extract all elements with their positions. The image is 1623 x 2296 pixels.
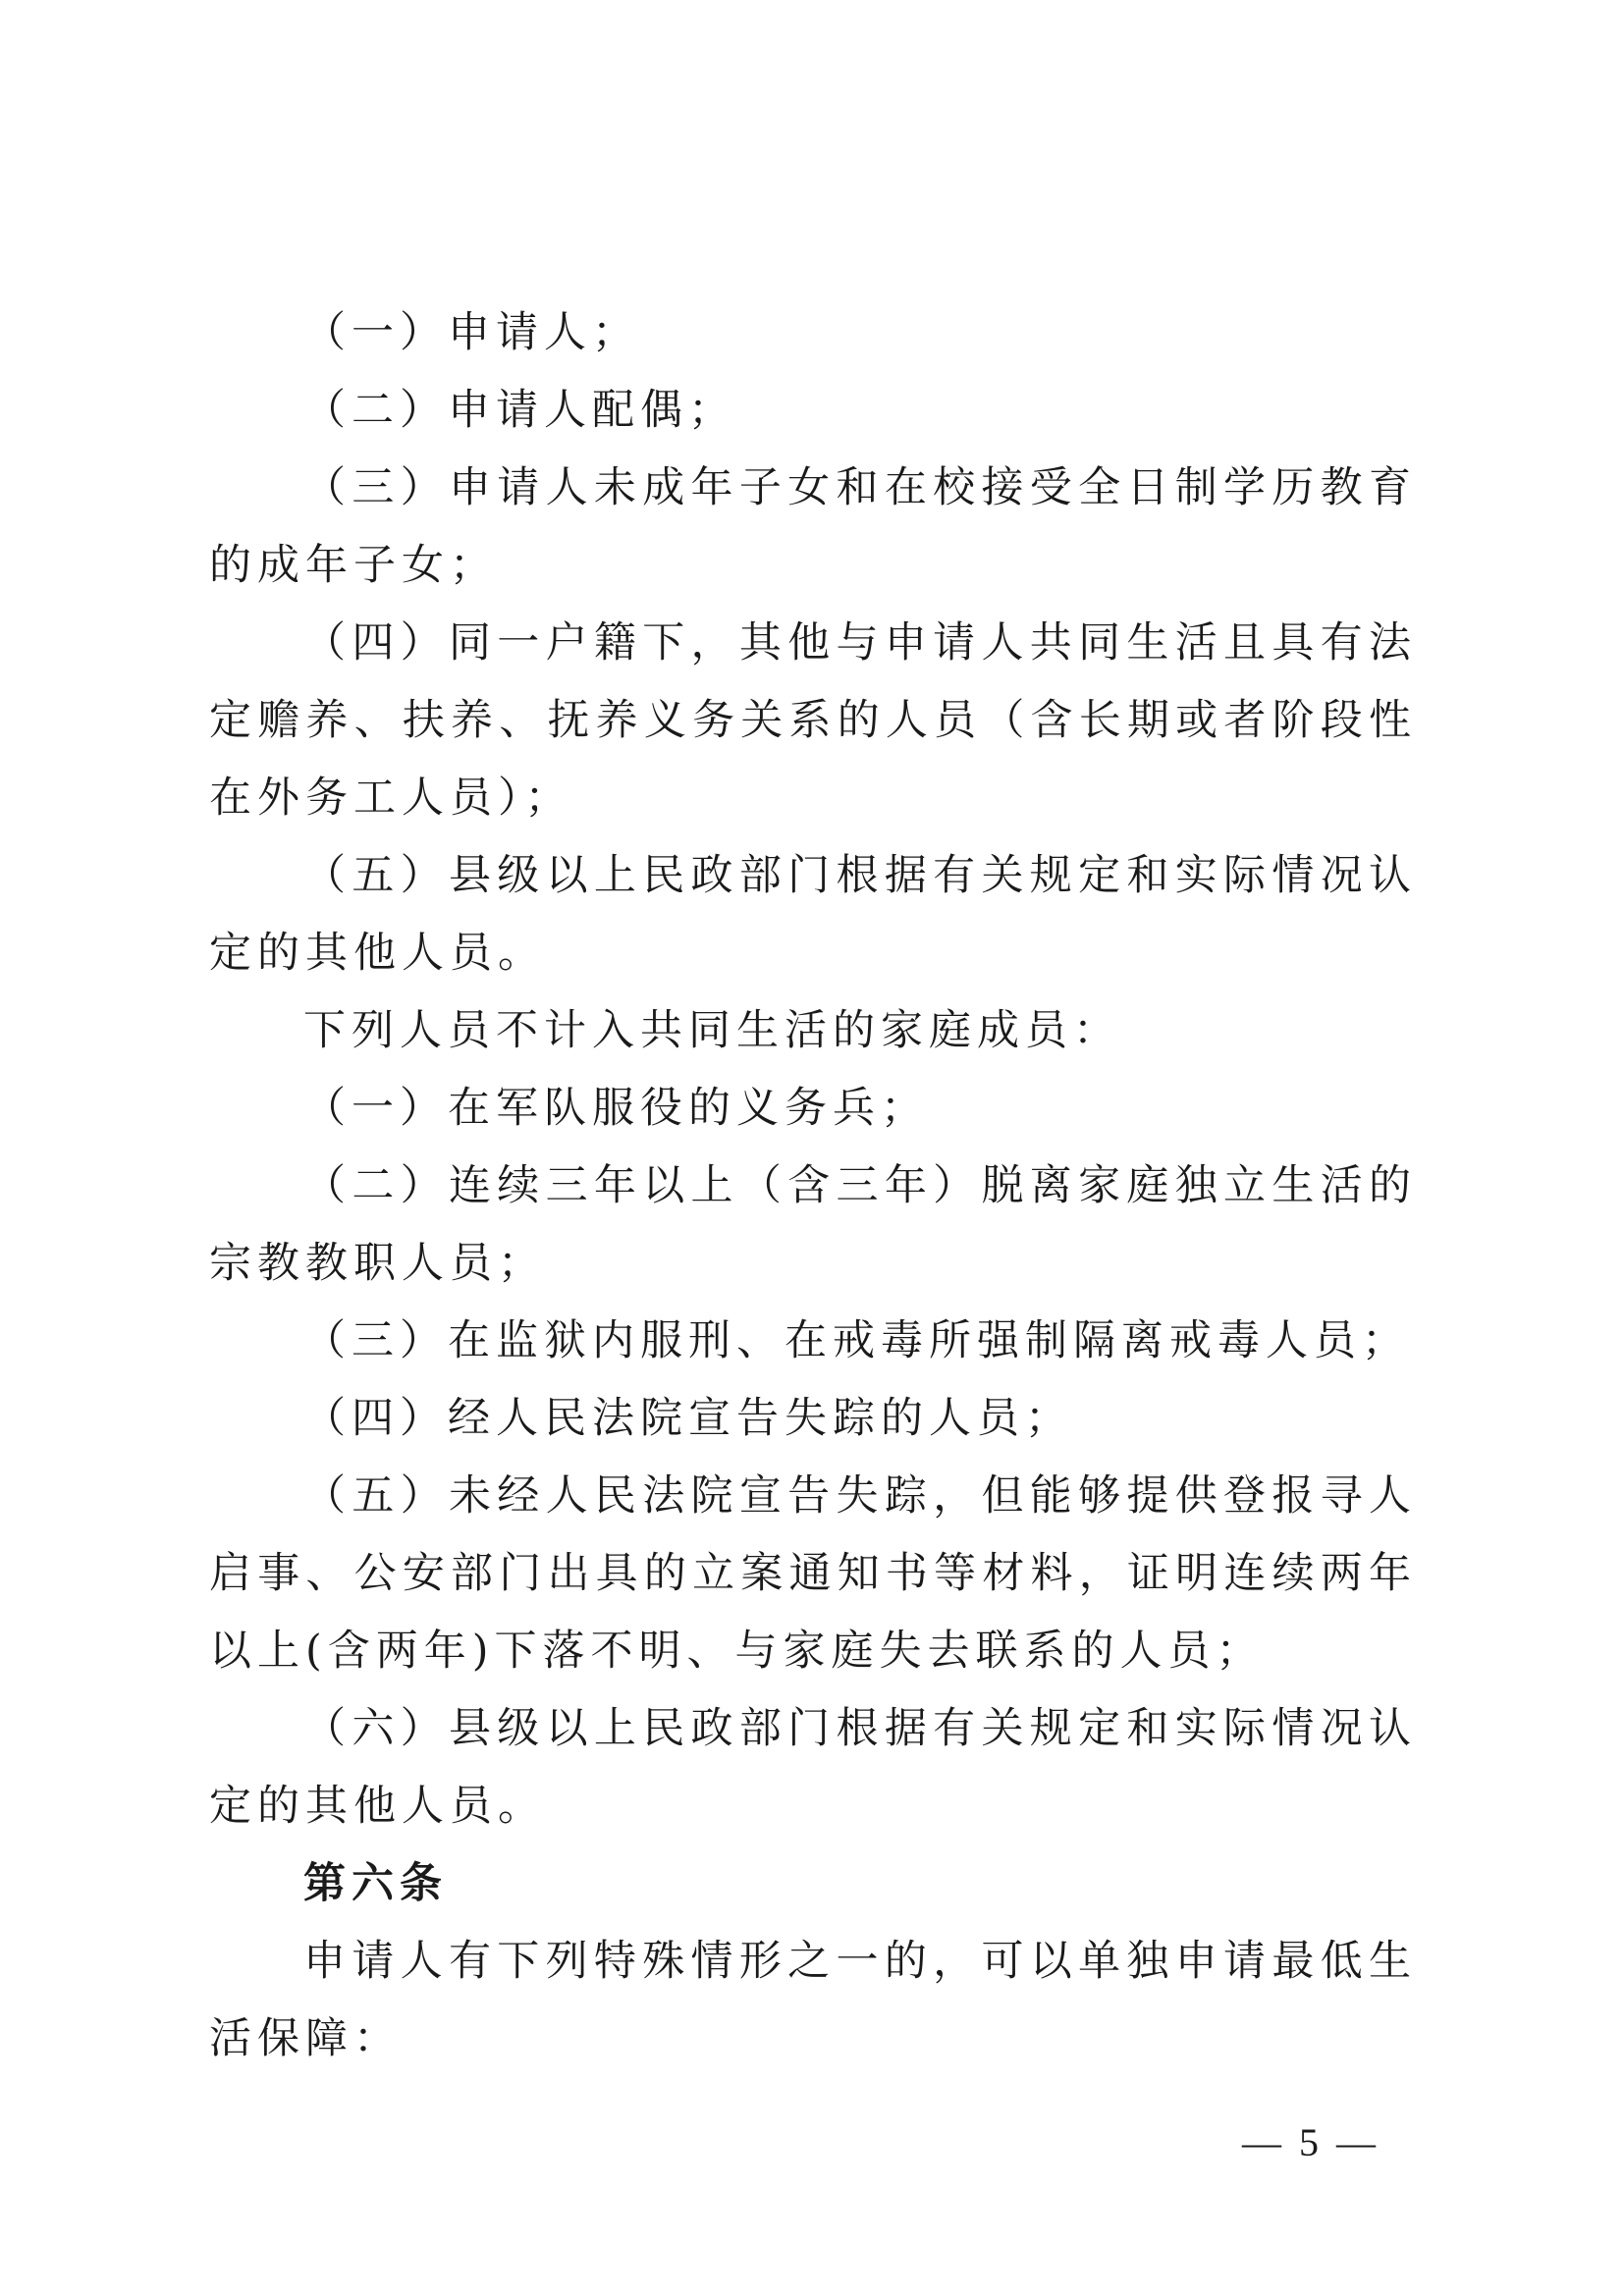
page-number: — 5 — — [1242, 2120, 1380, 2164]
body-text — [209, 294, 1417, 2078]
paragraph: （一）在军队服役的义务兵； — [303, 1084, 929, 1133]
paragraph: （二）申请人配偶； — [303, 386, 736, 435]
paragraph: （一）申请人； — [303, 308, 640, 357]
article-heading: 第六条 — [303, 1859, 448, 1908]
paragraph: （二）连续三年以上（含三年）脱离家庭独立生活的宗教教职人员； — [209, 1161, 1417, 1288]
paragraph: （三）申请人未成年子女和在校接受全日制学历教育的成年子女； — [209, 463, 1417, 590]
paragraph: （五）县级以上民政部门根据有关规定和实际情况认定的其他人员。 — [209, 851, 1417, 978]
paragraph: （六）县级以上民政部门根据有关规定和实际情况认定的其他人员。 — [209, 1704, 1417, 1831]
paragraph: （四）同一户籍下，其他与申请人共同生活且具有法定赡养、扶养、抚养义务关系的人员（含长期或者阶段性在外务工人员）； — [209, 618, 1417, 823]
paragraph: （五）未经人民法院宣告失踪，但能够提供登报寻人启事、公安部门出具的立案通知书等材料，证明连续两年以上(含两年)下落不明、与家庭失去联系的人员； — [209, 1471, 1417, 1676]
paragraph: 下列人员不计入共同生活的家庭成员： — [303, 1006, 1121, 1055]
paragraph: （三）在监狱内服刑、在戒毒所强制隔离戒毒人员； — [303, 1316, 1410, 1365]
paragraph: （四）经人民法院宣告失踪的人员； — [303, 1394, 1073, 1443]
paragraph: 申请人有下列特殊情形之一的，可以单独申请最低生活保障： — [209, 1937, 1417, 2063]
